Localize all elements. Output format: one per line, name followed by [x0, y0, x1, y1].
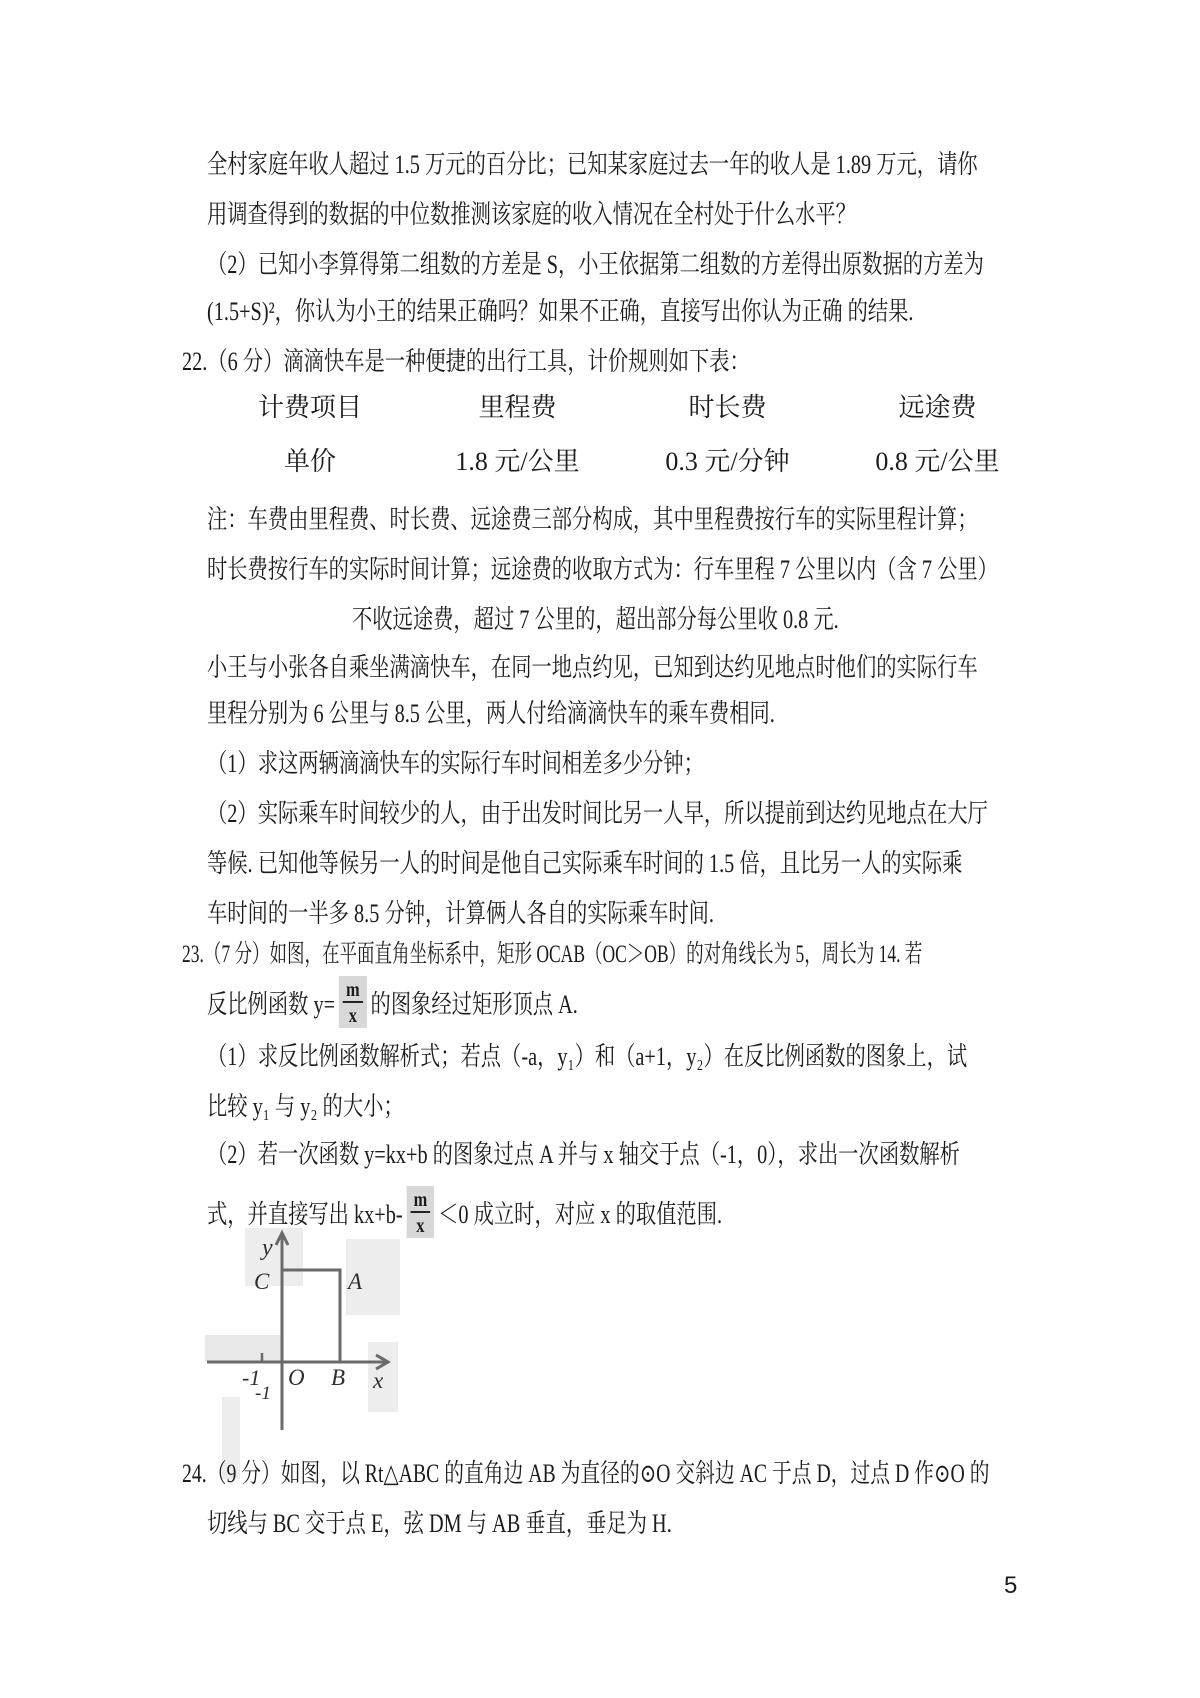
table-cell: 单价 — [283, 447, 336, 476]
text-line: (1.5+S)²，你认为小王的结果正确吗？如果不正确，直接写出你认为正确 的结果. — [207, 297, 914, 326]
table-header-cell: 远途费 — [898, 393, 977, 422]
text-line: （2）实际乘车时间较少的人，由于出发时间比另一人早，所以提前到达约见地点在大厅 — [207, 799, 988, 828]
text-line: 比较 y₁ 与 y₂ 的大小； — [207, 1092, 404, 1121]
text-line: 时长费按行车的实际时间计算；远途费的收取方式为：行车里程 7 公里以内（含 7 公里） — [207, 555, 998, 584]
text-line: 车时间的一半多 8.5 分钟，计算俩人各自的实际乘车时间. — [207, 899, 715, 928]
table-cell: 0.8 元/公里 — [875, 447, 1000, 476]
fraction-numerator: m — [410, 1188, 430, 1213]
text-line: 用调查得到的数据的中位数推测该家庭的收入情况在全村处于什么水平？ — [207, 200, 856, 229]
text-line: （1）求反比例函数解析式；若点（-a，y₁）和（a+1，y₂）在反比例函数的图象上，试 — [207, 1042, 968, 1071]
page-number: 5 — [1004, 1572, 1018, 1599]
problem-23-title: 23.（7 分）如图，在平面直角坐标系中，矩形 OCAB（OC＞OB）的对角线长为 5，周长为 14. 若 — [182, 941, 923, 968]
fraction-m-over-x — [339, 976, 367, 1028]
neg-one-y-label: -1 — [255, 1383, 271, 1404]
problem-22-title: 22.（6 分）滴滴快车是一种便捷的出行工具，计价规则如下表： — [182, 347, 750, 376]
y-axis-label: y — [262, 1235, 273, 1261]
problem-24-title: 24.（9 分）如图，以 Rt△ABC 的直角边 AB 为直径的⊙O 交斜边 AC 于点 D，过点 D 作⊙O 的 — [182, 1459, 990, 1488]
fraction-denominator: x — [416, 1213, 425, 1237]
text-line: （2）若一次函数 y=kx+b 的图象过点 A 并与 x 轴交于点（-1，0），求出一次函数解析 — [207, 1140, 960, 1169]
table-header-cell: 里程费 — [478, 393, 557, 422]
text-line: （1）求这两辆滴滴快车的实际行车时间相差多少分钟； — [207, 749, 704, 778]
fraction-denominator: x — [348, 1003, 357, 1027]
table-header-cell: 时长费 — [688, 393, 767, 422]
x-axis-label: x — [373, 1368, 384, 1393]
neg-one-x-label: -1 — [242, 1365, 261, 1390]
text-line: （2）已知小李算得第二组数的方差是 S，小王依据第二组数的方差得出原数据的方差为 — [207, 250, 984, 279]
fraction-numerator: m — [343, 978, 363, 1003]
coordinate-figure — [200, 1225, 405, 1483]
text-line: 等候. 已知他等候另一人的时间是他自己实际乘车时间的 1.5 倍，且比另一人的实际乘 — [207, 849, 963, 878]
point-c-label: C — [254, 1269, 270, 1294]
table-header-cell: 计费项目 — [257, 393, 362, 422]
frac-pre-text: 反比例函数 y= — [207, 989, 336, 1019]
table-cell: 0.3 元/分钟 — [665, 447, 790, 476]
point-b-label: B — [331, 1365, 346, 1390]
text-line: 全村家庭年收人超过 1.5 万元的百分比；已知某家庭过去一年的收人是 1.89 万元，请你 — [207, 150, 978, 179]
frac-post-text: 的图象经过矩形顶点 A. — [370, 989, 578, 1019]
fee-table — [210, 392, 1060, 478]
fraction-m-over-x — [407, 1186, 435, 1238]
frac-post-text: ＜0 成立时，对应 x 的取值范围. — [438, 1199, 723, 1229]
text-line: 不收远途费，超过 7 公里的，超出部分每公里收 0.8 元. — [352, 605, 839, 634]
origin-label: O — [288, 1365, 305, 1390]
frac-pre-text: 式，并直接写出 kx+b- — [207, 1199, 403, 1229]
inverse-function-line — [207, 972, 578, 1032]
rectangle-ocab-graph — [200, 1225, 405, 1483]
text-line: 小王与小张各自乘坐满滴快车，在同一地点约见，已知到达约见地点时他们的实际行车 — [207, 653, 978, 682]
table-cell: 1.8 元/公里 — [455, 447, 580, 476]
text-line: 切线与 BC 交于点 E，弦 DM 与 AB 垂直，垂足为 H. — [207, 1509, 672, 1538]
point-a-label: A — [348, 1269, 363, 1294]
text-line: 里程分别为 6 公里与 8.5 公里，两人付给滴滴快车的乘车费相同. — [207, 699, 775, 728]
scan-noise — [205, 1335, 281, 1362]
text-line: 注：车费由里程费、时长费、远途费三部分构成，其中里程费按行车的实际里程计算； — [207, 505, 978, 534]
